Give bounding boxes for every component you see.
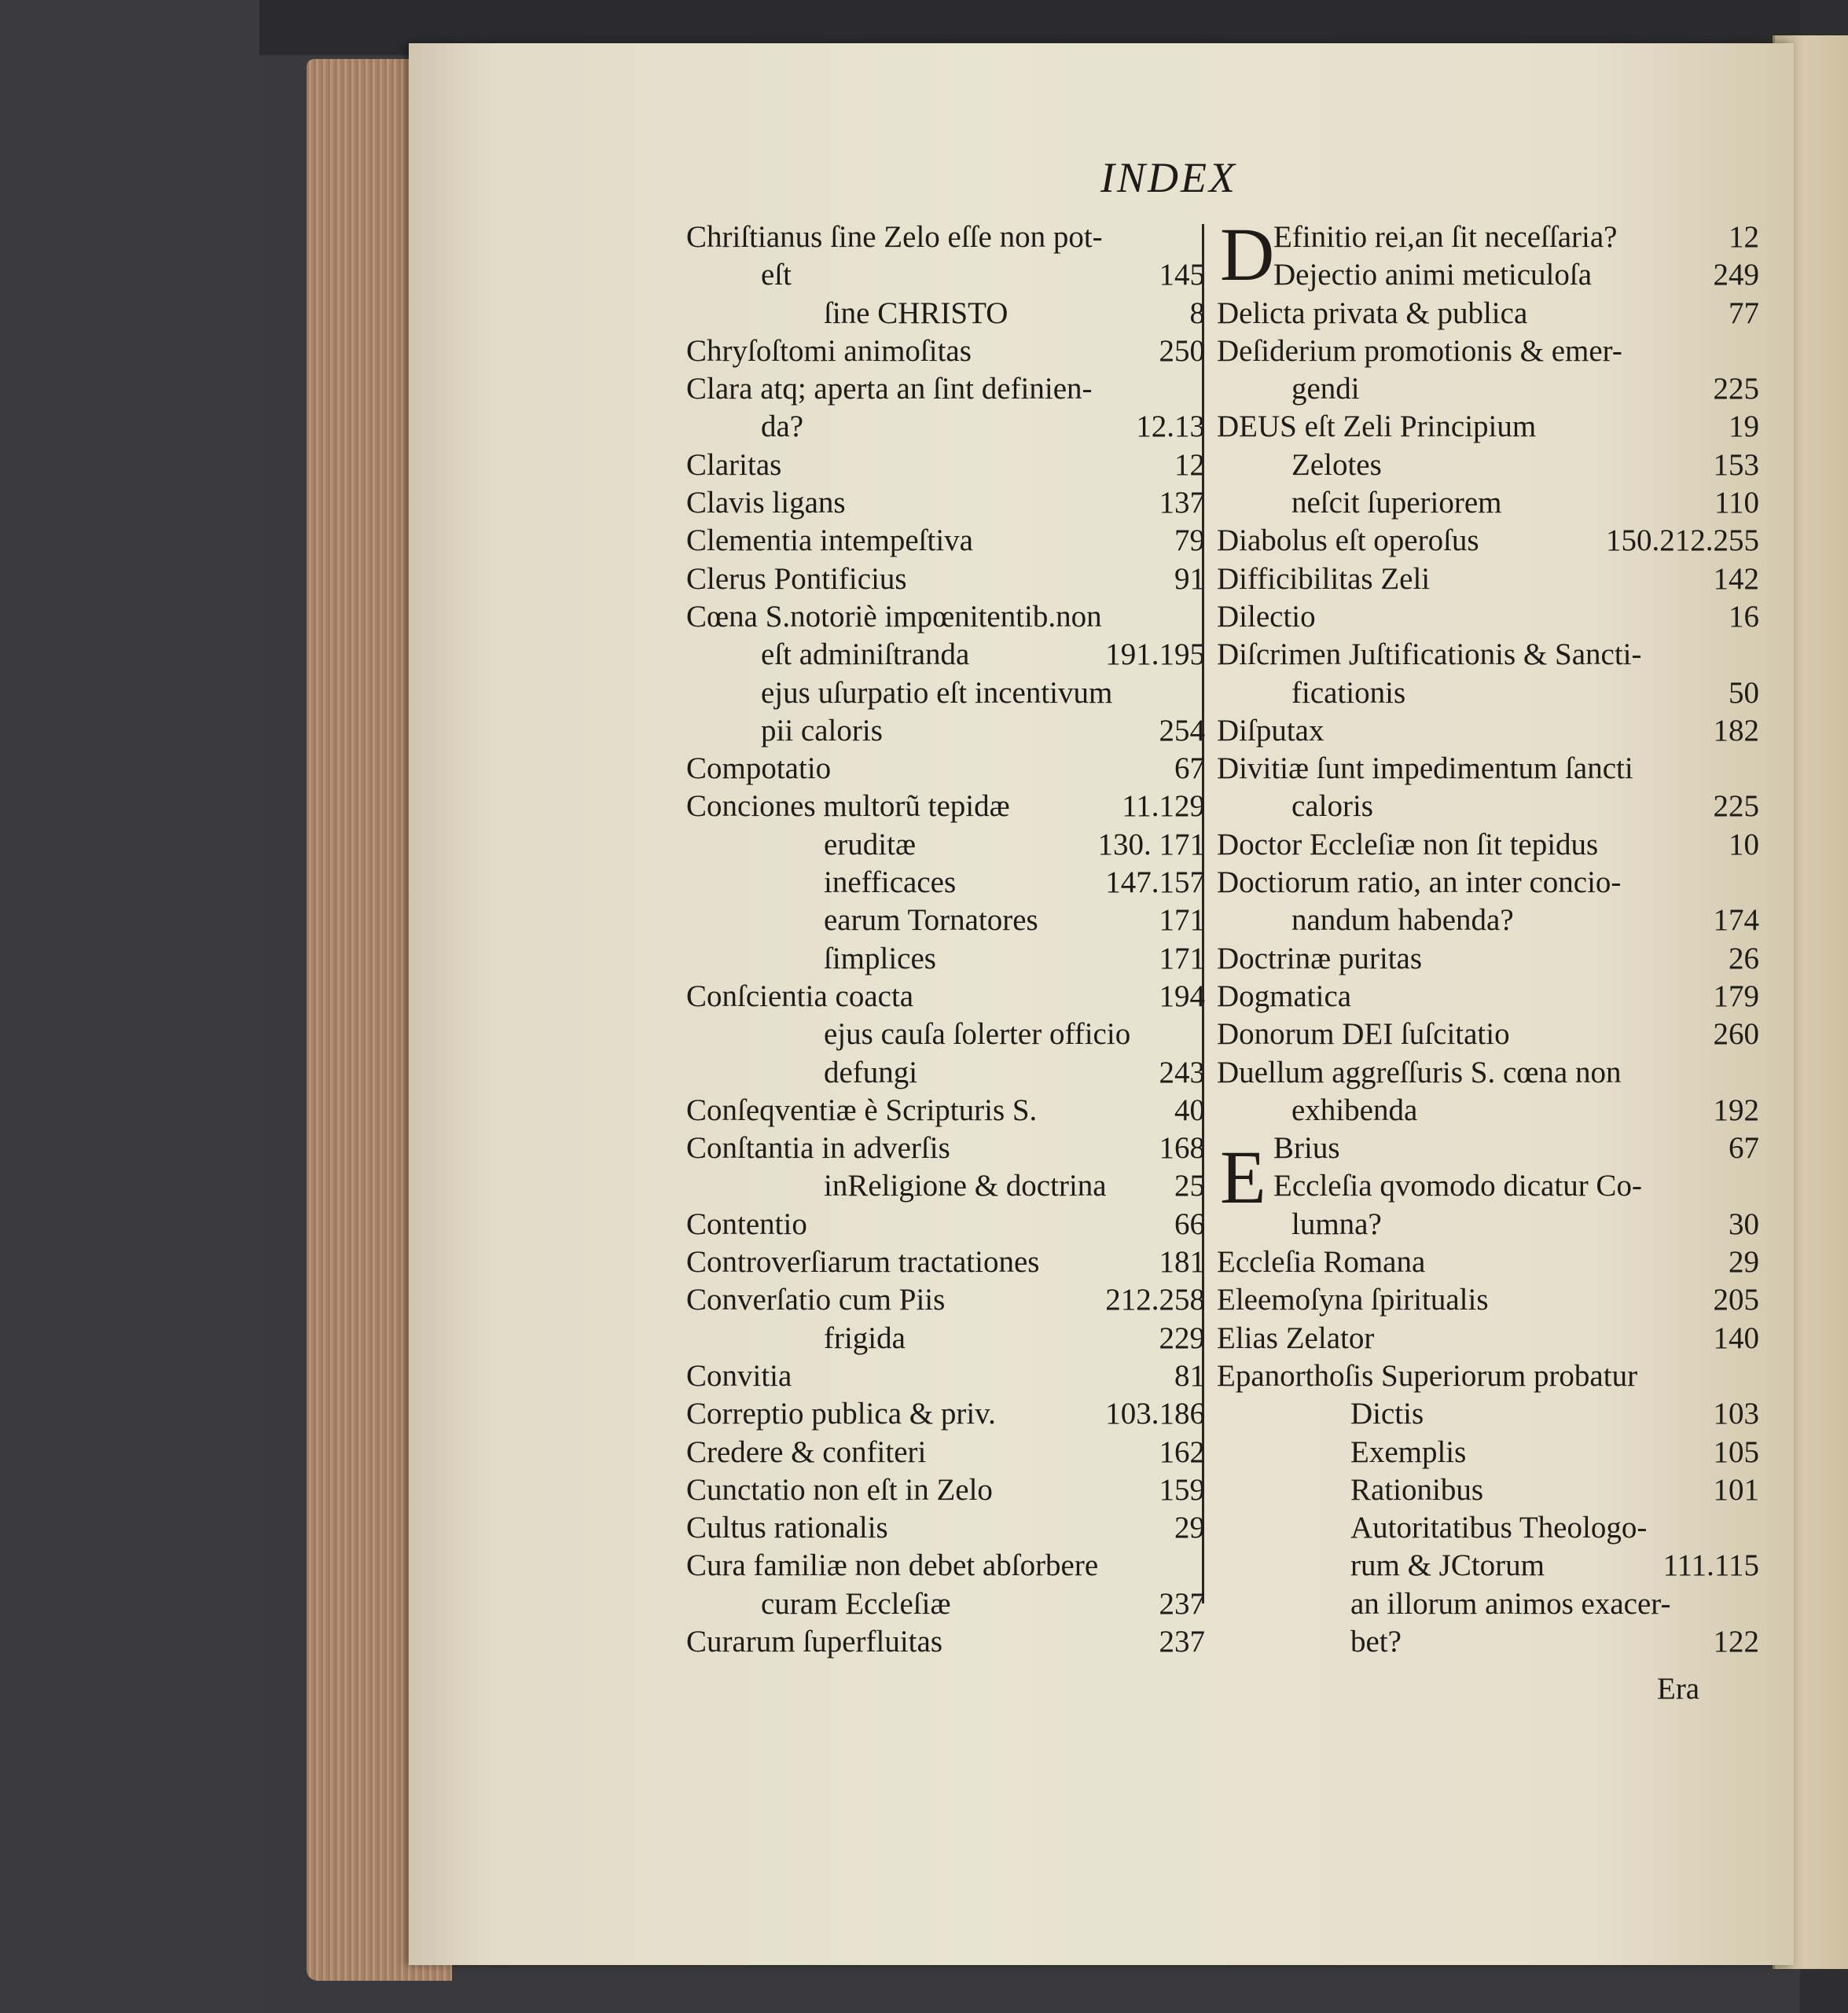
index-entry — [1217, 636, 1759, 674]
index-entry — [1217, 826, 1759, 864]
entry-text: Dictis — [1350, 1397, 1424, 1431]
index-entry — [686, 370, 1205, 408]
entry-page-number: 103.186 — [1105, 1397, 1205, 1431]
index-entry — [686, 484, 1205, 522]
index-entry — [686, 1206, 1205, 1243]
index-entry — [686, 446, 1205, 484]
index-entry — [1217, 1206, 1759, 1243]
entry-text: bet? — [1350, 1624, 1402, 1659]
index-entry — [686, 1509, 1205, 1547]
entry-page-number: 254 — [1159, 713, 1205, 748]
entry-text: ſimplices — [824, 941, 936, 975]
index-entry — [1217, 674, 1759, 712]
index-entry — [1217, 446, 1759, 484]
entry-page-number: 12 — [1729, 220, 1759, 254]
entry-text: Rationibus — [1350, 1472, 1484, 1507]
entry-page-number: 30 — [1729, 1207, 1759, 1241]
entry-page-number: 12 — [1174, 447, 1205, 482]
entry-page-number: 150.212.255 — [1606, 523, 1759, 558]
index-entry — [1217, 1357, 1759, 1395]
index-column-left — [686, 219, 1205, 1661]
index-entry — [686, 1281, 1205, 1319]
index-entry — [1217, 1547, 1759, 1585]
index-entry — [686, 750, 1205, 788]
entry-text: ſine CHRISTO — [824, 296, 1009, 330]
entry-page-number: 40 — [1174, 1093, 1205, 1127]
index-entry — [1217, 219, 1759, 256]
index-entry — [1217, 1092, 1759, 1130]
entry-text: Claritas — [686, 447, 782, 482]
entry-text: Conſeqventiæ è Scripturis S. — [686, 1093, 1038, 1127]
index-entry — [1217, 902, 1759, 939]
entry-page-number: 147.157 — [1105, 865, 1205, 900]
entry-page-number: 192 — [1713, 1093, 1759, 1127]
entry-text: neſcit ſuperiorem — [1291, 486, 1502, 520]
entry-page-number: 8 — [1189, 296, 1205, 330]
entry-text: da? — [761, 410, 804, 444]
index-entry — [686, 1471, 1205, 1509]
entry-text: lumna? — [1291, 1207, 1382, 1241]
index-entry — [1217, 484, 1759, 522]
entry-text: pii caloris — [761, 713, 883, 748]
index-entry — [686, 826, 1205, 864]
index-entry — [1217, 370, 1759, 408]
index-entry — [1217, 978, 1759, 1016]
entry-text: Credere & confiteri — [686, 1434, 927, 1469]
index-entry — [686, 522, 1205, 560]
entry-text: gendi — [1291, 372, 1360, 406]
entry-text: ficationis — [1291, 675, 1406, 710]
entry-page-number: 194 — [1159, 979, 1205, 1013]
entry-page-number: 191.195 — [1105, 637, 1205, 672]
entry-page-number: 168 — [1159, 1131, 1205, 1166]
entry-text: Curarum ſuperfluitas — [686, 1624, 942, 1659]
index-entry — [686, 1054, 1205, 1092]
entry-text: Elias Zelator — [1217, 1321, 1375, 1355]
entry-page-number: 145 — [1159, 258, 1205, 292]
entry-page-number: 79 — [1174, 523, 1205, 558]
entry-text: eſt — [761, 258, 792, 292]
entry-page-number: 237 — [1159, 1586, 1205, 1621]
entry-text: Conciones multorũ tepidæ — [686, 789, 1010, 824]
index-entry — [686, 1243, 1205, 1281]
entry-text: eruditæ — [824, 827, 916, 861]
entry-text: Chriſtianus ſine Zelo eſſe non pot- — [686, 220, 1103, 254]
index-entry — [686, 940, 1205, 978]
index-entry — [686, 1130, 1205, 1167]
entry-text: Exemplis — [1350, 1434, 1467, 1469]
entry-page-number: 12.13 — [1136, 410, 1205, 444]
index-entry — [686, 1320, 1205, 1357]
entry-page-number: 16 — [1729, 599, 1759, 634]
entry-page-number: 181 — [1159, 1245, 1205, 1280]
index-entry — [1217, 1623, 1759, 1661]
catchword: Era — [1657, 1672, 1700, 1706]
index-entry — [1217, 1281, 1759, 1319]
index-entry — [1217, 1585, 1759, 1623]
entry-page-number: 159 — [1159, 1472, 1205, 1507]
entry-page-number: 225 — [1713, 789, 1759, 824]
entry-text: Eleemoſyna ſpiritualis — [1217, 1283, 1489, 1317]
entry-text: Doctrinæ puritas — [1217, 941, 1423, 975]
entry-page-number: 153 — [1713, 447, 1759, 482]
entry-text: Zelotes — [1291, 447, 1382, 482]
index-entry — [686, 295, 1205, 332]
index-entry — [686, 902, 1205, 939]
entry-text: curam Eccleſiæ — [761, 1586, 951, 1621]
entry-text: rum & JCtorum — [1350, 1548, 1545, 1583]
index-entry — [686, 1585, 1205, 1623]
entry-text: Epanorthoſis Superiorum probatur — [1217, 1358, 1638, 1393]
entry-page-number: 237 — [1159, 1624, 1205, 1659]
index-entry — [1217, 256, 1759, 294]
index-entry — [1217, 295, 1759, 332]
entry-text: Clementia intempeſtiva — [686, 523, 973, 558]
entry-text: Brius — [1273, 1131, 1340, 1166]
index-entry — [686, 674, 1205, 712]
index-entry — [1217, 1054, 1759, 1092]
entry-text: Controverſiarum tractationes — [686, 1245, 1040, 1280]
index-column-right — [1217, 212, 1759, 1661]
entry-text: exhibenda — [1291, 1093, 1418, 1127]
index-entry — [686, 1395, 1205, 1433]
entry-text: Autoritatibus Theologo- — [1350, 1511, 1648, 1545]
entry-text: Converſatio cum Piis — [686, 1283, 946, 1317]
index-entry — [1217, 1434, 1759, 1471]
entry-page-number: 81 — [1174, 1358, 1205, 1393]
entry-text: ejus cauſa ſolerter officio — [824, 1017, 1131, 1052]
entry-page-number: 11.129 — [1122, 789, 1205, 824]
index-entry — [686, 636, 1205, 674]
entry-text: Diſputax — [1217, 713, 1324, 748]
index-entry — [686, 1434, 1205, 1471]
entry-text: Clerus Pontificius — [686, 561, 907, 596]
entry-page-number: 179 — [1713, 979, 1759, 1013]
entry-text: Donorum DEI ſuſcitatio — [1217, 1017, 1510, 1052]
entry-text: Correptio publica & priv. — [686, 1397, 996, 1431]
index-entry — [1217, 332, 1759, 370]
index-entry — [1217, 522, 1759, 560]
entry-text: Doctiorum ratio, an inter concio- — [1217, 865, 1622, 900]
index-entry — [686, 1167, 1205, 1205]
entry-text: Conſcientia coacta — [686, 979, 914, 1013]
entry-text: eſt adminiſtranda — [761, 637, 970, 672]
entry-page-number: 212.258 — [1105, 1283, 1205, 1317]
page-title: INDEX — [1100, 154, 1237, 201]
entry-page-number: 225 — [1713, 372, 1759, 406]
entry-text: Compotatio — [686, 751, 832, 786]
index-entry — [686, 1016, 1205, 1053]
entry-text: Deſiderium promotionis & emer- — [1217, 333, 1622, 368]
index-entry — [686, 560, 1205, 598]
entry-text: Diſcrimen Juſtificationis & Sancti- — [1217, 637, 1642, 672]
entry-page-number: 101 — [1713, 1472, 1759, 1507]
index-entry — [1217, 1320, 1759, 1357]
entry-page-number: 122 — [1713, 1624, 1759, 1659]
entry-text: Duellum aggreſſuris S. cœna non — [1217, 1055, 1622, 1089]
index-entry — [1217, 1016, 1759, 1053]
entry-page-number: 111.115 — [1662, 1548, 1759, 1583]
entry-page-number: 182 — [1713, 713, 1759, 748]
index-entry — [1217, 750, 1759, 788]
entry-page-number: 140 — [1713, 1321, 1759, 1355]
entry-page-number: 19 — [1729, 410, 1759, 444]
index-entry — [1217, 598, 1759, 636]
index-entry — [686, 256, 1205, 294]
index-entry — [686, 1092, 1205, 1130]
index-entry — [1217, 1509, 1759, 1547]
entry-page-number: 29 — [1729, 1245, 1759, 1280]
entry-text: Cœna S.notoriè impœnitentib.non — [686, 599, 1102, 634]
entry-page-number: 25 — [1174, 1169, 1205, 1203]
entry-text: Diabolus eſt operoſus — [1217, 523, 1479, 558]
index-entry — [686, 788, 1205, 825]
entry-page-number: 243 — [1159, 1055, 1205, 1089]
index-entry — [686, 1623, 1205, 1661]
entry-page-number: 229 — [1159, 1321, 1205, 1355]
entry-page-number: 77 — [1729, 296, 1759, 330]
index-entry — [1217, 940, 1759, 978]
entry-text: ejus uſurpatio eſt incentivum — [761, 675, 1113, 710]
entry-text: defungi — [824, 1055, 918, 1089]
drop-initial-d: D — [1220, 212, 1275, 296]
index-entry — [686, 712, 1205, 750]
entry-text: Delicta privata & publica — [1217, 296, 1528, 330]
index-entry — [1217, 1471, 1759, 1509]
entry-text: an illorum animos exacer- — [1350, 1586, 1671, 1621]
entry-page-number: 29 — [1174, 1511, 1205, 1545]
entry-text: DEUS eſt Zeli Principium — [1217, 410, 1537, 444]
entry-page-number: 249 — [1713, 258, 1759, 292]
index-entry — [686, 598, 1205, 636]
entry-text: Eccleſia qvomodo dicatur Co- — [1273, 1169, 1642, 1203]
entry-text: Clavis ligans — [686, 486, 846, 520]
index-entry — [1217, 1395, 1759, 1433]
entry-page-number: 174 — [1713, 903, 1759, 938]
entry-text: Convitia — [686, 1358, 792, 1393]
index-entry — [1217, 712, 1759, 750]
entry-text: Dogmatica — [1217, 979, 1352, 1013]
entry-text: nandum habenda? — [1291, 903, 1514, 938]
background-left — [0, 0, 259, 2013]
entry-page-number: 26 — [1729, 941, 1759, 975]
entry-text: caloris — [1291, 789, 1373, 824]
entry-text: Cunctatio non eſt in Zelo — [686, 1472, 993, 1507]
index-entry — [1217, 864, 1759, 902]
index-entry — [1217, 1167, 1759, 1205]
entry-page-number: 171 — [1159, 903, 1205, 938]
entry-text: Clara atq; aperta an ſint definien- — [686, 372, 1093, 406]
drop-initial-e: E — [1220, 1135, 1266, 1219]
entry-page-number: 67 — [1174, 751, 1205, 786]
index-entry — [1217, 1243, 1759, 1281]
entry-page-number: 130. 171 — [1097, 827, 1205, 861]
entry-page-number: 66 — [1174, 1207, 1205, 1241]
entry-page-number: 137 — [1159, 486, 1205, 520]
index-entry — [686, 1547, 1205, 1585]
entry-page-number: 260 — [1713, 1017, 1759, 1052]
entry-page-number: 250 — [1159, 333, 1205, 368]
entry-page-number: 91 — [1174, 561, 1205, 596]
index-entry — [1217, 1130, 1759, 1167]
index-entry — [686, 1357, 1205, 1395]
entry-text: earum Tornatores — [824, 903, 1038, 938]
entry-text: inReligione & doctrina — [824, 1169, 1107, 1203]
entry-page-number: 110 — [1714, 486, 1759, 520]
entry-text: Cura familiæ non debet abſorbere — [686, 1548, 1099, 1583]
entry-text: Divitiæ ſunt impedimentum ſancti — [1217, 751, 1633, 786]
entry-text: Cultus rationalis — [686, 1511, 888, 1545]
index-entry — [686, 332, 1205, 370]
index-entry — [1217, 408, 1759, 446]
index-entry — [686, 978, 1205, 1016]
entry-page-number: 105 — [1713, 1434, 1759, 1469]
index-entry — [686, 864, 1205, 902]
index-entry — [1217, 560, 1759, 598]
entry-text: Chryſoſtomi animoſitas — [686, 333, 972, 368]
entry-text: Conſtantia in adverſis — [686, 1131, 950, 1166]
entry-text: Efinitio rei,an ſit neceſſaria? — [1273, 220, 1618, 254]
entry-text: frigida — [824, 1321, 906, 1355]
entry-text: Dilectio — [1217, 599, 1316, 634]
index-entry — [686, 408, 1205, 446]
entry-page-number: 50 — [1729, 675, 1759, 710]
entry-text: Doctor Eccleſiæ non ſit tepidus — [1217, 827, 1599, 861]
entry-page-number: 103 — [1713, 1397, 1759, 1431]
entry-text: Eccleſia Romana — [1217, 1245, 1426, 1280]
entry-page-number: 162 — [1159, 1434, 1205, 1469]
entry-page-number: 67 — [1729, 1131, 1759, 1166]
entry-page-number: 171 — [1159, 941, 1205, 975]
entry-page-number: 10 — [1729, 827, 1759, 861]
entry-text: inefficaces — [824, 865, 957, 900]
entry-page-number: 142 — [1713, 561, 1759, 596]
index-entry — [1217, 788, 1759, 825]
entry-text: Difficibilitas Zeli — [1217, 561, 1431, 596]
entry-text: Contentio — [686, 1207, 807, 1241]
index-entry — [686, 219, 1205, 256]
entry-text: Dejectio animi meticuloſa — [1273, 258, 1593, 292]
entry-page-number: 205 — [1713, 1283, 1759, 1317]
